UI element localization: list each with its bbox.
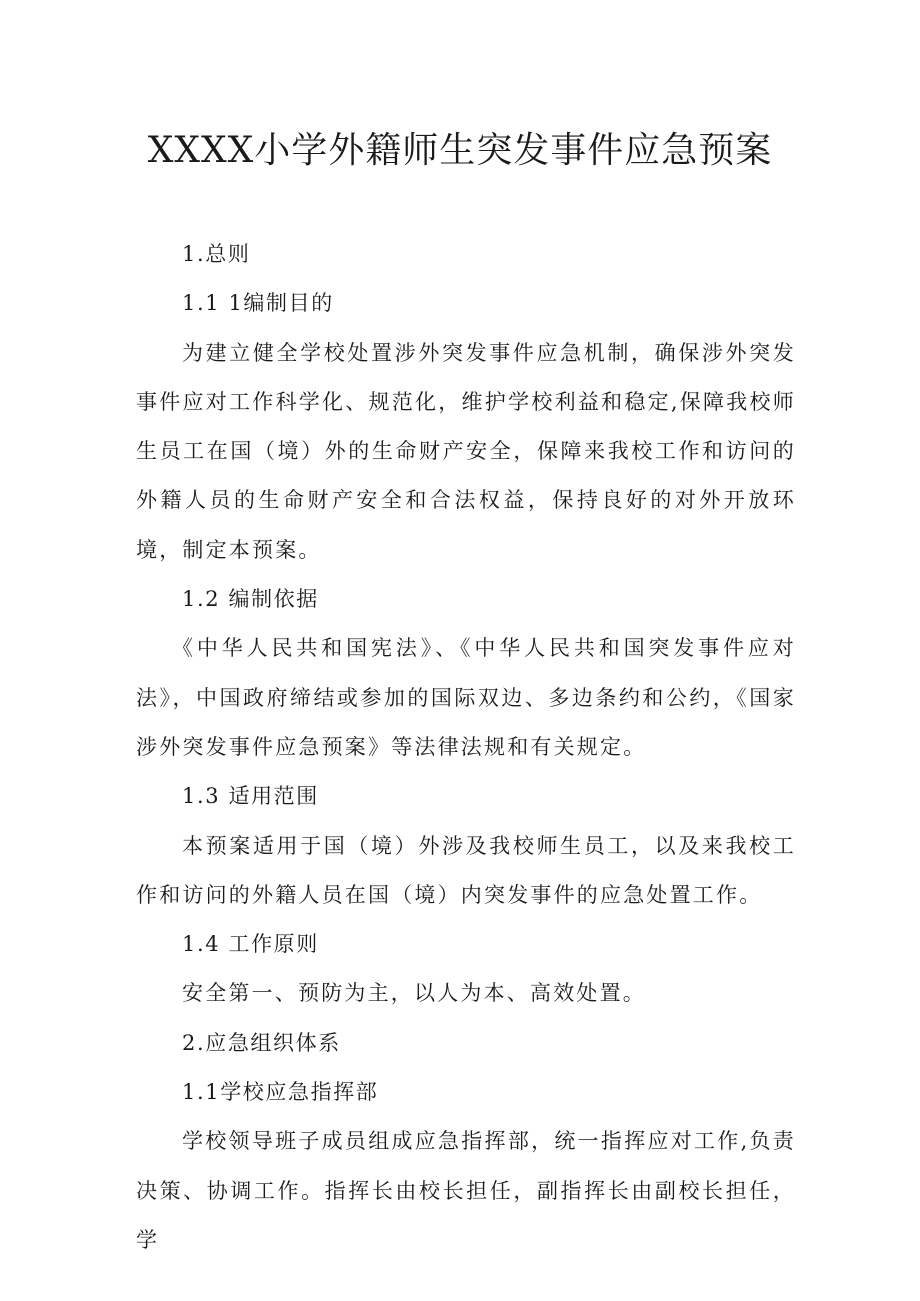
document-body: [136, 230, 796, 1265]
section-heading-principles: 1.4 工作原则: [182, 932, 319, 957]
paragraph-command: 学校领导班子成员组成应急指挥部，统一指挥应对工作,负责决策、协调工作。指挥长由校长担任，副指挥长由副校长担任，学: [136, 1129, 796, 1252]
section-heading-basis: 1.2 编制依据: [182, 587, 319, 612]
paragraph-purpose: 为建立健全学校处置涉外突发事件应急机制，确保涉外突发事件应对工作科学化、规范化，维护学校利益和稳定,保障我校师生员工在国（境）外的生命财产安全，保障来我校工作和访问的外籍人员的生命财产安全和合法权益，保持良好的对外开放环境，制定本预案。: [136, 340, 796, 562]
section-heading-organization: 2.应急组织体系: [182, 1030, 341, 1055]
section-heading-command: 1.1学校应急指挥部: [182, 1080, 379, 1105]
paragraph-principles: 安全第一、预防为主，以人为本、高效处置。: [182, 981, 646, 1006]
paragraph-basis: 《中华人民共和国宪法》、《中华人民共和国突发事件应对法》，中国政府缔结或参加的国际双边、多边条约和公约，《国家涉外突发事件应急预案》等法律法规和有关规定。: [136, 636, 796, 759]
paragraph-scope: 本预案适用于国（境）外涉及我校师生员工，以及来我校工作和访问的外籍人员在国（境）内突发事件的应急处置工作。: [136, 833, 796, 907]
section-heading-scope: 1.3 适用范围: [182, 784, 319, 809]
section-heading-general: 1.总则: [182, 242, 251, 266]
section-heading-purpose: 1.1 1编制目的: [182, 291, 334, 316]
document-title: XXXX小学外籍师生突发事件应急预案: [147, 130, 773, 171]
